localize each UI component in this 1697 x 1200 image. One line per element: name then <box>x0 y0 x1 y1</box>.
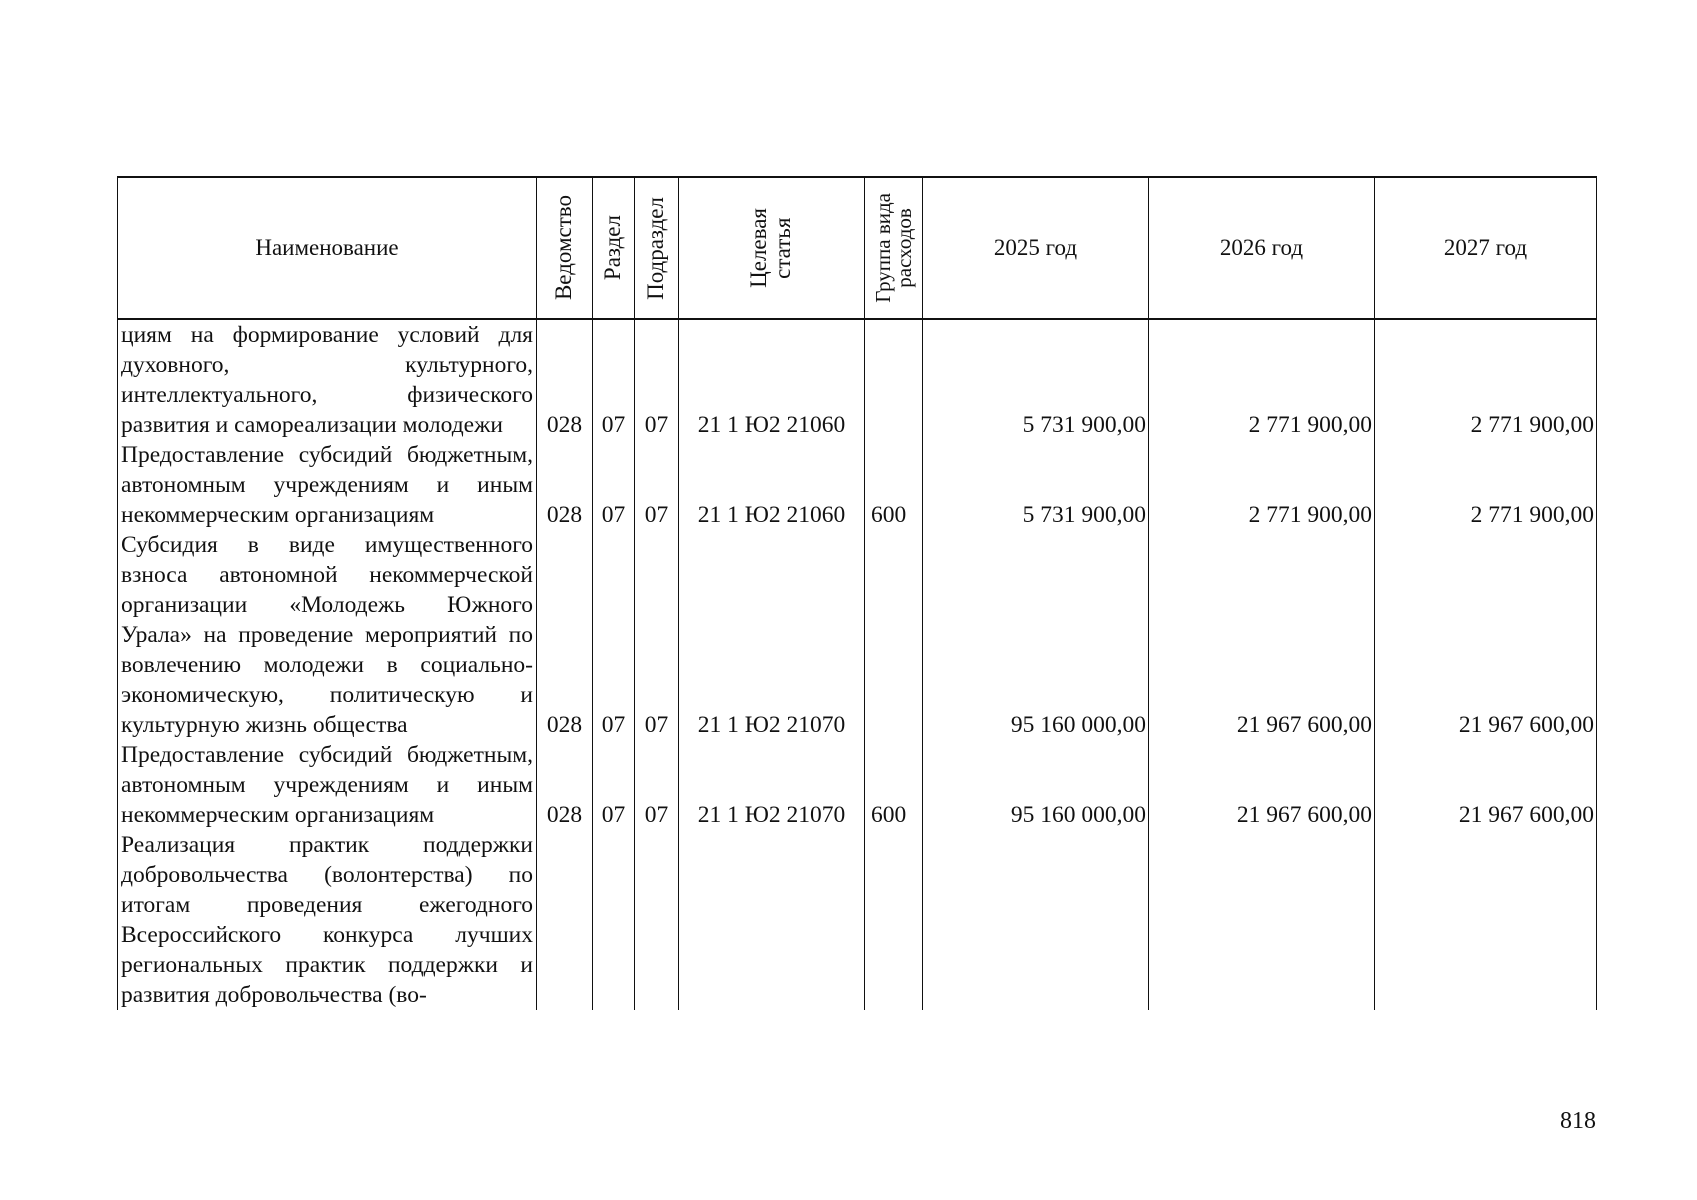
page-number: 818 <box>1560 1108 1596 1134</box>
row-2025: 5 731 900,00 <box>923 319 1149 440</box>
header-row <box>118 177 1597 319</box>
row-2027: 21 967 600,00 <box>1375 740 1597 830</box>
row-2027: 2 771 900,00 <box>1375 440 1597 530</box>
row-2025 <box>923 830 1149 1010</box>
row-2026: 2 771 900,00 <box>1149 319 1375 440</box>
col-header-dept: Ведомство <box>537 177 593 319</box>
table-row <box>118 740 1597 830</box>
row-group <box>865 530 923 740</box>
row-dept: 028 <box>537 319 593 440</box>
row-target: 21 1 Ю2 21060 <box>679 319 865 440</box>
col-header-target: Целевая статья <box>679 177 865 319</box>
row-group: 600 <box>865 440 923 530</box>
col-header-2025: 2025 год <box>923 177 1149 319</box>
row-subsection: 07 <box>635 319 679 440</box>
col-header-name: Наименование <box>118 177 537 319</box>
table-row <box>118 830 1597 1010</box>
row-dept: 028 <box>537 440 593 530</box>
row-section: 07 <box>593 740 635 830</box>
col-header-2026: 2026 год <box>1149 177 1375 319</box>
row-group: 600 <box>865 740 923 830</box>
row-subsection: 07 <box>635 440 679 530</box>
row-dept: 028 <box>537 740 593 830</box>
row-2027: 21 967 600,00 <box>1375 530 1597 740</box>
row-section <box>593 830 635 1010</box>
col-header-section: Раздел <box>593 177 635 319</box>
row-target: 21 1 Ю2 21070 <box>679 530 865 740</box>
row-2025: 95 160 000,00 <box>923 530 1149 740</box>
budget-table <box>117 176 1597 1010</box>
row-target: 21 1 Ю2 21060 <box>679 440 865 530</box>
row-section: 07 <box>593 440 635 530</box>
row-2026 <box>1149 830 1375 1010</box>
row-subsection <box>635 830 679 1010</box>
col-header-subsection: Подраздел <box>635 177 679 319</box>
row-dept <box>537 830 593 1010</box>
col-header-group: Группа вида расходов <box>865 177 923 319</box>
table-row <box>118 530 1597 740</box>
row-target: 21 1 Ю2 21070 <box>679 740 865 830</box>
table-row <box>118 319 1597 440</box>
row-2025: 95 160 000,00 <box>923 740 1149 830</box>
row-group <box>865 830 923 1010</box>
row-2026: 21 967 600,00 <box>1149 740 1375 830</box>
row-target <box>679 830 865 1010</box>
row-name: Предоставление субсидий бюджетным, автономным учреждениям и иным некоммерческим организациям <box>118 740 537 830</box>
row-group <box>865 319 923 440</box>
row-name: Реализация практик поддержки добровольчества (волонтерства) по итогам проведения ежегодного Всероссийского конкурса лучших региональных практик поддержки и развития добровольчества (во- <box>118 830 537 1010</box>
row-2025: 5 731 900,00 <box>923 440 1149 530</box>
row-dept: 028 <box>537 530 593 740</box>
col-header-2027: 2027 год <box>1375 177 1597 319</box>
row-subsection: 07 <box>635 530 679 740</box>
row-2026: 2 771 900,00 <box>1149 440 1375 530</box>
row-subsection: 07 <box>635 740 679 830</box>
row-2026: 21 967 600,00 <box>1149 530 1375 740</box>
row-name: Предоставление субсидий бюджетным, автономным учреждениям и иным некоммерческим организациям <box>118 440 537 530</box>
row-section: 07 <box>593 530 635 740</box>
row-2027 <box>1375 830 1597 1010</box>
table-row <box>118 440 1597 530</box>
row-2027: 2 771 900,00 <box>1375 319 1597 440</box>
row-section: 07 <box>593 319 635 440</box>
row-name: Субсидия в виде имущественного взноса автономной некоммерческой организации «Молодежь Южного Урала» на проведение мероприятий по вовлечению молодежи в социально-экономическую, политическую и культурную жизнь общества <box>118 530 537 740</box>
row-name: циям на формирование условий для духовного, культурного, интеллектуального, физического развития и самореализации молодежи <box>118 319 537 440</box>
